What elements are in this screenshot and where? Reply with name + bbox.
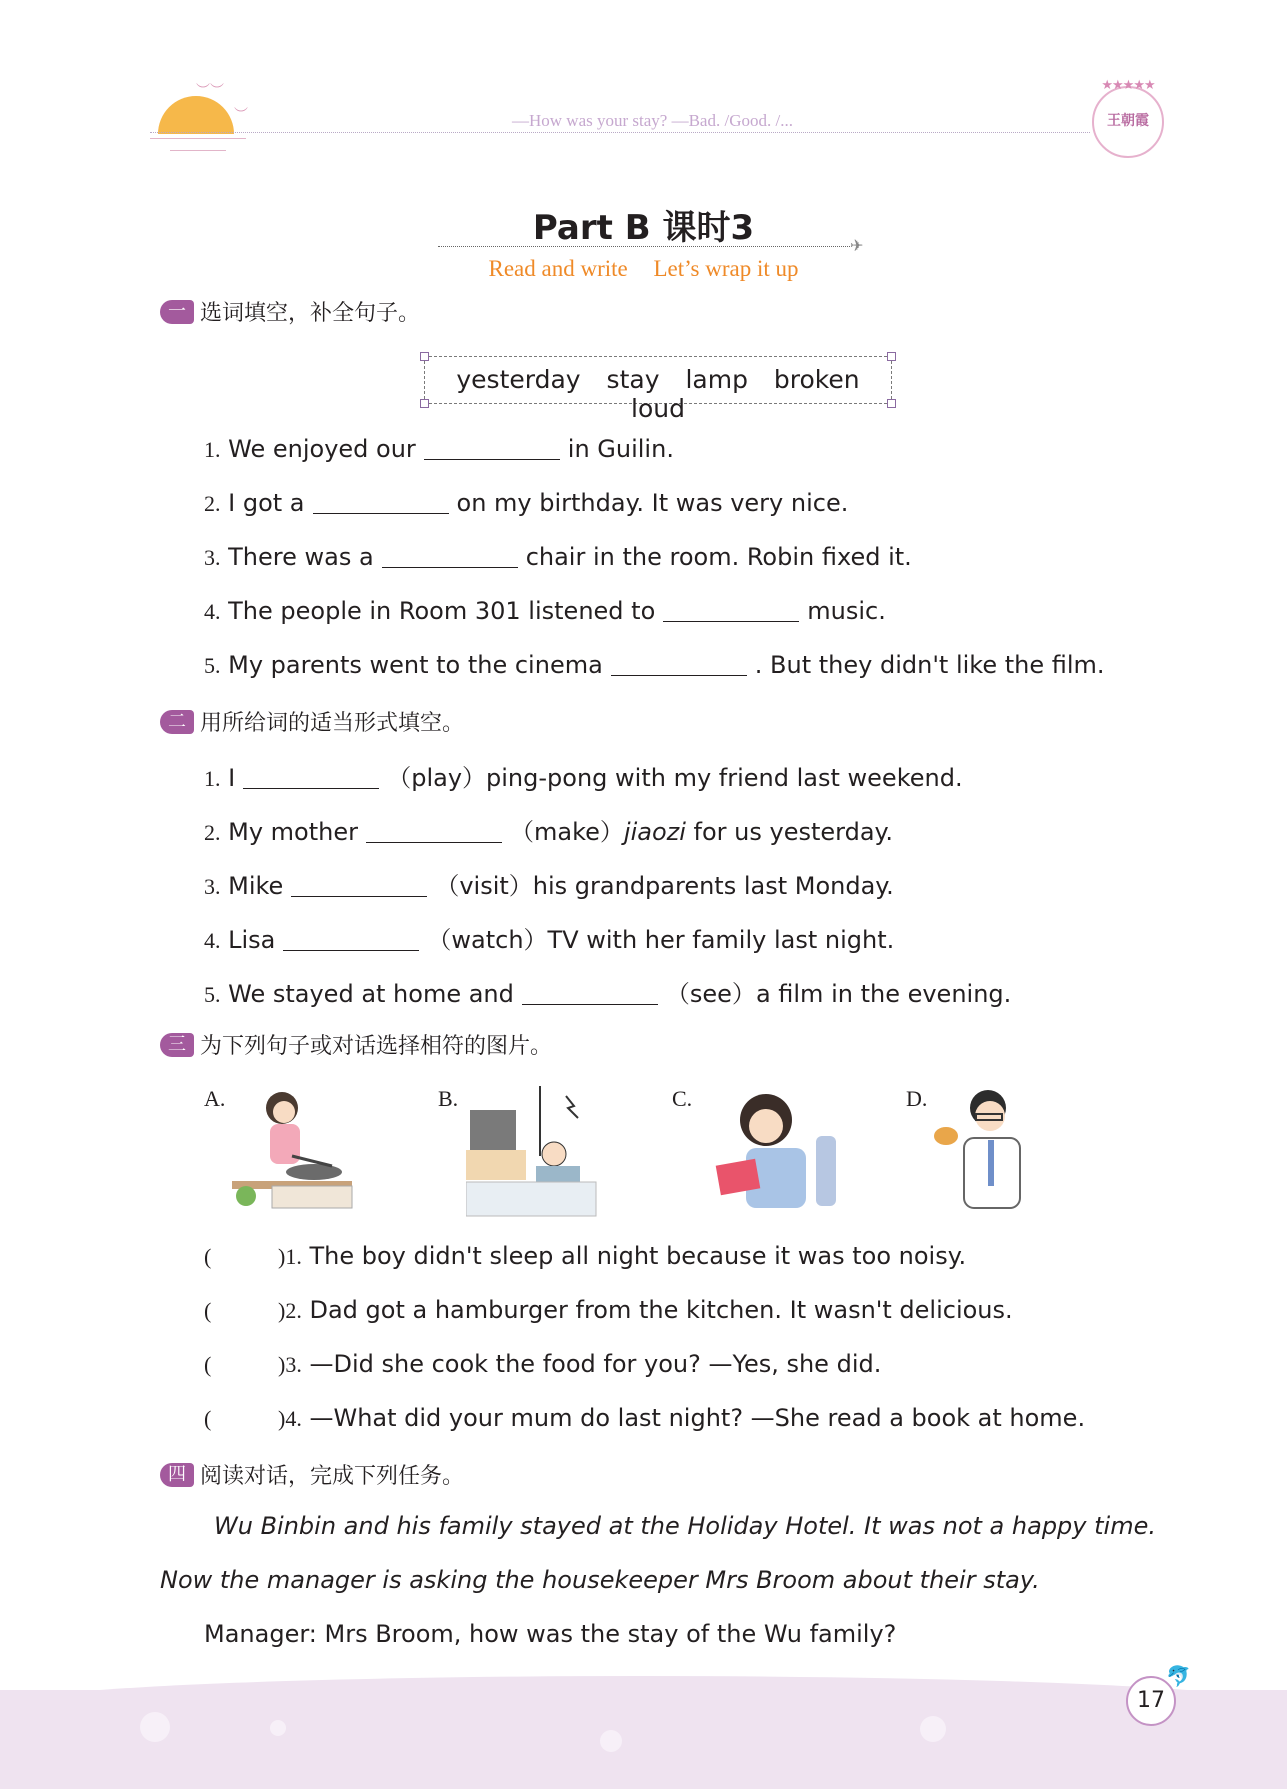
exercise-item [204, 489, 848, 517]
item-text: on my birthday. It was very nice. [456, 489, 849, 517]
item-text: The boy didn't sleep all night because it was too noisy. [309, 1242, 967, 1270]
matching-item [204, 1350, 881, 1378]
answer-paren[interactable]: ( [204, 1406, 212, 1431]
answer-blank[interactable] [283, 949, 419, 951]
exercise-item [204, 597, 886, 625]
item-text: Lisa [228, 926, 276, 954]
answer-blank[interactable] [663, 620, 799, 622]
title-rule [438, 246, 850, 247]
item-text: I [228, 764, 236, 792]
item-text: The people in Room 301 listened to [228, 597, 656, 625]
item-number: 1. [204, 437, 221, 462]
bird-icon: ︶ [234, 107, 248, 123]
item-text: ping-pong with my friend last weekend. [486, 764, 963, 792]
picture-label-b: B. [438, 1086, 459, 1111]
subtitle-read-write: Read and write [488, 256, 628, 281]
word: yesterday [456, 365, 581, 394]
answer-blank[interactable] [291, 895, 427, 897]
sun-line [150, 138, 246, 139]
answer-paren[interactable]: ( [204, 1352, 212, 1377]
sun-line [170, 150, 226, 151]
item-number: )2. [278, 1298, 302, 1323]
header-rule [150, 132, 1090, 133]
item-text: in Guilin. [567, 435, 674, 463]
exercise-item [204, 920, 894, 955]
section-3-header [160, 1029, 552, 1060]
brand-logo [1092, 78, 1164, 158]
sun-decoration [158, 96, 234, 134]
word-bank-words [425, 365, 891, 423]
section-number: 四 [160, 1463, 194, 1487]
item-text: Dad got a hamburger from the kitchen. It wasn't delicious. [309, 1296, 1013, 1324]
reading-paragraph: Now the manager is asking the housekeeper Mrs Broom about their stay. [160, 1566, 1040, 1594]
matching-item [204, 1296, 1013, 1324]
logo-text: 王朝霞 [1107, 113, 1149, 129]
item-number: 4. [204, 599, 221, 624]
word: lamp [685, 365, 748, 394]
item-text: a film in the evening. [755, 980, 1012, 1008]
item-text: There was a [228, 543, 374, 571]
word-bank [424, 356, 892, 423]
matching-item [204, 1242, 966, 1270]
item-text: for us yesterday. [693, 818, 893, 846]
word-hint: （see） [665, 980, 756, 1008]
item-text: —What did your mum do last night? —She read a book at home. [309, 1404, 1086, 1432]
item-text: My parents went to the cinema [228, 651, 603, 679]
section-instruction: 阅读对话，完成下列任务。 [200, 1464, 465, 1489]
footer-bubble [140, 1712, 170, 1742]
running-title: —How was your stay? —Bad. /Good. /... [512, 111, 793, 130]
item-number: )4. [278, 1406, 302, 1431]
item-text: his grandparents last Monday. [532, 872, 894, 900]
answer-blank[interactable] [366, 841, 502, 843]
item-number: 4. [204, 928, 221, 953]
word: stay [606, 365, 660, 394]
answer-blank[interactable] [243, 787, 379, 789]
dialog-line: Manager: Mrs Broom, how was the stay of the Wu family? [204, 1620, 897, 1648]
bird-icon: ✈ [850, 236, 864, 255]
page-title: Part B 课时3 [532, 208, 755, 248]
word: broken [773, 365, 860, 394]
item-number: 5. [204, 653, 221, 678]
picture-label-c: C. [672, 1086, 693, 1111]
item-text: TV with her family last night. [547, 926, 895, 954]
footer-bubble [270, 1720, 286, 1736]
matching-item [204, 1404, 1085, 1432]
item-text: Mike [228, 872, 284, 900]
reading-paragraph: Wu Binbin and his family stayed at the Holiday Hotel. It was not a happy time. [214, 1512, 1156, 1540]
item-italic-word: jiaozi [623, 818, 686, 846]
word: loud [631, 394, 685, 423]
word-hint: （make） [510, 818, 624, 846]
item-number: )1. [278, 1244, 302, 1269]
section-instruction: 选词填空，补全句子。 [200, 301, 421, 326]
exercise-item [204, 812, 893, 847]
item-text: —Did she cook the food for you? —Yes, she did. [309, 1350, 882, 1378]
subtitle [0, 256, 1287, 282]
footer-bubble [920, 1716, 946, 1742]
picture-c-reading [706, 1086, 842, 1218]
picture-label-a: A. [204, 1086, 226, 1111]
item-number: 2. [204, 820, 221, 845]
exercise-item [204, 758, 963, 793]
exercise-item [204, 974, 1011, 1009]
section-instruction: 为下列句子或对话选择相符的图片。 [200, 1034, 553, 1059]
picture-label-d: D. [906, 1086, 928, 1111]
dolphin-icon: 🐬 [1166, 1664, 1191, 1688]
answer-blank[interactable] [313, 512, 449, 514]
subtitle-wrap-up: Let’s wrap it up [653, 256, 799, 281]
bird-icon: ︶︶ [196, 83, 224, 99]
word-hint: （play） [387, 764, 487, 792]
section-number: 三 [160, 1033, 194, 1057]
answer-blank[interactable] [382, 566, 518, 568]
picture-d-hamburger [934, 1086, 1070, 1218]
section-4-header [160, 1459, 464, 1490]
exercise-item [204, 866, 894, 901]
corner-handle [420, 352, 429, 361]
answer-blank[interactable] [522, 1003, 658, 1005]
section-1-header [160, 296, 420, 327]
picture-a-cooking [232, 1086, 368, 1218]
item-number: 3. [204, 545, 221, 570]
footer-band [0, 1690, 1287, 1789]
item-number: 3. [204, 874, 221, 899]
item-text: We enjoyed our [228, 435, 416, 463]
corner-handle [887, 352, 896, 361]
exercise-item [204, 543, 912, 571]
answer-paren[interactable]: ( [204, 1244, 212, 1269]
page-number: 17 [1126, 1676, 1176, 1726]
item-text: My mother [228, 818, 358, 846]
item-text: music. [807, 597, 886, 625]
item-text: chair in the room. Robin fixed it. [525, 543, 912, 571]
item-number: 2. [204, 491, 221, 516]
item-number: 5. [204, 982, 221, 1007]
stars-icon: ★★★★★ [1101, 78, 1155, 93]
word-hint: （visit） [435, 872, 533, 900]
answer-blank[interactable] [611, 674, 747, 676]
section-2-header [160, 706, 464, 737]
exercise-item [204, 651, 1105, 679]
answer-paren[interactable]: ( [204, 1298, 212, 1323]
exercise-item [204, 435, 674, 463]
picture-b-noisy-night [466, 1086, 602, 1218]
answer-blank[interactable] [424, 458, 560, 460]
item-text: . But they didn't like the film. [754, 651, 1105, 679]
section-number: 二 [160, 710, 194, 734]
item-number: )3. [278, 1352, 302, 1377]
section-instruction: 用所给词的适当形式填空。 [200, 711, 465, 736]
item-text: We stayed at home and [228, 980, 514, 1008]
section-number: 一 [160, 300, 194, 324]
footer-bubble [600, 1730, 622, 1752]
item-text: I got a [228, 489, 305, 517]
item-number: 1. [204, 766, 221, 791]
word-hint: （watch） [427, 926, 548, 954]
